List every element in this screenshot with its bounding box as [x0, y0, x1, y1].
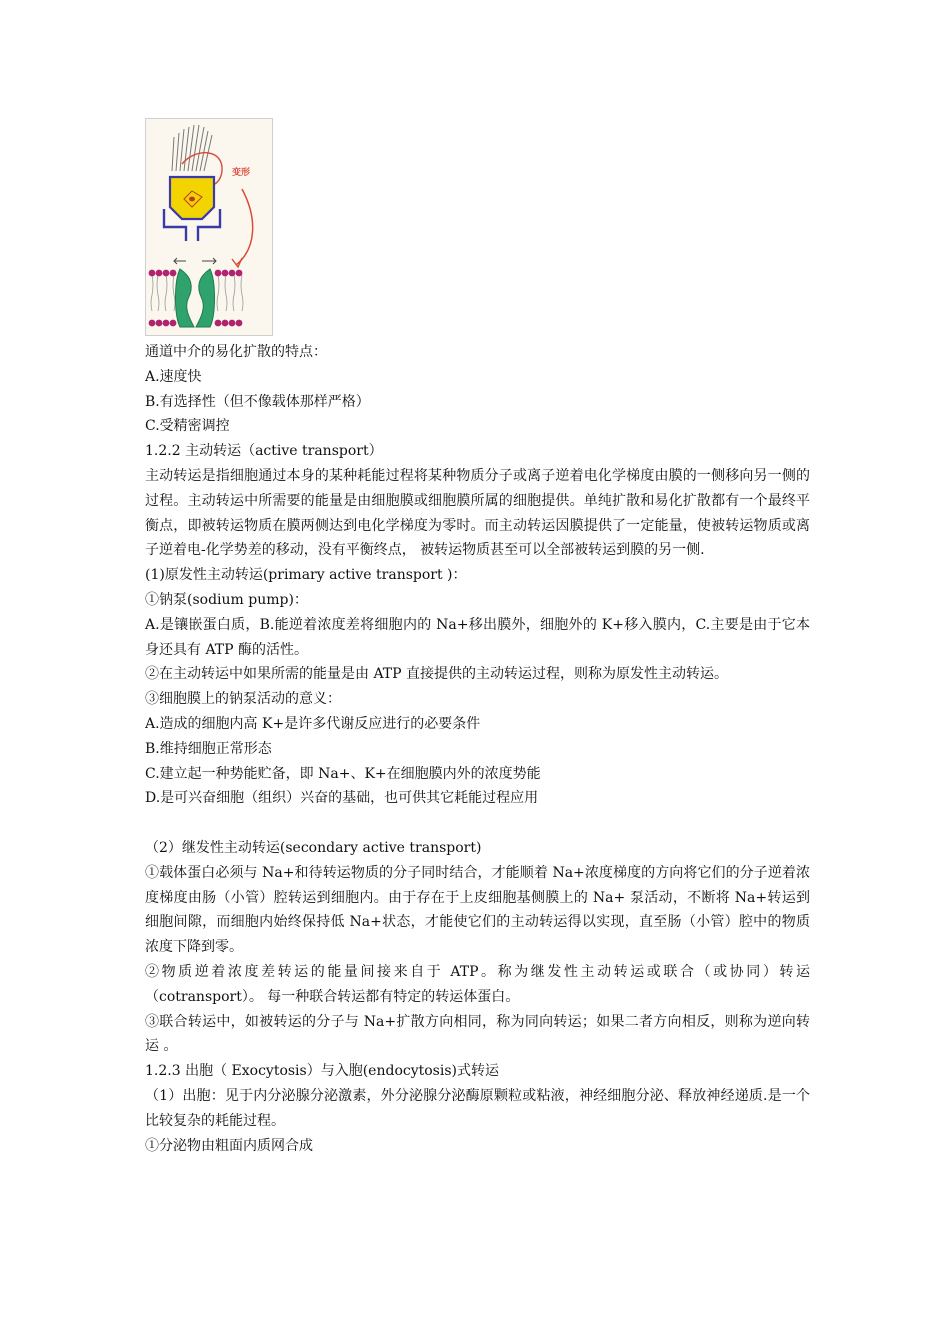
- text-line: B.有选择性（但不像载体那样严格）: [145, 393, 370, 410]
- paragraph-secondary-2: ②物质逆着浓度差转运的能量间接来自于 ATP。称为继发性主动转运或联合（或协同）转运（cotransport）。 每一种联合转运都有特定的转运体蛋白。: [145, 963, 810, 1005]
- text-line: A.造成的细胞内高 K+是许多代谢反应进行的必要条件: [145, 715, 481, 732]
- text-line: (1)原发性主动转运(primary active transport )：: [145, 567, 467, 584]
- ion-channel-diagram: [146, 119, 272, 335]
- text-line: ①钠泵(sodium pump)：: [145, 591, 308, 608]
- text-line: B.维持细胞正常形态: [145, 740, 272, 757]
- section-heading-exocytosis: 1.2.3 出胞（ Exocytosis）与入胞(endocytosis)式转运: [145, 1063, 499, 1080]
- paragraph-exocytosis: （1）出胞：见于内分泌腺分泌激素，外分泌腺分泌酶原颗粒或粘液，神经细胞分泌、释放神经递质.是一个比较复杂的耗能过程。: [145, 1087, 810, 1129]
- paragraph-primary-definition: ②在主动转运中如果所需的能量是由 ATP 直接提供的主动转运过程，则称为原发性主动转运。: [145, 666, 729, 683]
- paragraph-secondary-1: ①载体蛋白必须与 Na+和待转运物质的分子同时结合，才能顺着 Na+浓度梯度的方向将它们的分子逆着浓度梯度由肠（小管）腔转运到细胞内。由于存在于上皮细胞基侧膜上的 Na+ 泵活动，不断将 Na+转运到细胞间隙，而细胞内始终保持低 Na+状态，才能使它们的主动转运得以实现，直至肠（小管）腔中的物质浓度下降到零。: [145, 864, 810, 956]
- blank-line: [145, 811, 810, 836]
- document-page: [145, 118, 810, 1158]
- paragraph-secondary-3: ③联合转运中，如被转运的分子与 Na+扩散方向相同，称为同向转运；如果二者方向相反，则称为逆向转运 。: [145, 1013, 810, 1055]
- text-line: D.是可兴奋细胞（组织）兴奋的基础，也可供其它耗能过程应用: [145, 790, 539, 807]
- figure-label: 变形: [232, 168, 251, 178]
- text-line: ③细胞膜上的钠泵活动的意义：: [145, 691, 341, 708]
- section-heading-secondary: （2）继发性主动转运(secondary active transport): [145, 839, 482, 856]
- ion-channel-figure: [145, 118, 273, 336]
- text-line: C.受精密调控: [145, 418, 230, 435]
- text-line: C.建立起一种势能贮备，即 Na+、K+在细胞膜内外的浓度势能: [145, 765, 541, 782]
- text-line: A.速度快: [145, 368, 202, 385]
- section-heading-active-transport: 1.2.2 主动转运（active transport）: [145, 443, 383, 460]
- paragraph-active-transport: 主动转运是指细胞通过本身的某种耗能过程将某种物质分子或离子逆着电化学梯度由膜的一侧移向另一侧的过程。主动转运中所需要的能量是由细胞膜或细胞膜所属的细胞提供。单纯扩散和易化扩散都有一个最终平衡点，即被转运物质在膜两侧达到电化学梯度为零时。而主动转运因膜提供了一定能量，使被转运物质或离子逆着电-化学势差的移动，没有平衡终点， 被转运物质甚至可以全部被转运到膜的另一侧.: [145, 467, 810, 559]
- paragraph-sodium-pump: A.是镶嵌蛋白质，B.能逆着浓度差将细胞内的 Na+移出膜外，细胞外的 K+移入膜内，C.主要是由于它本身还具有 ATP 酶的活性。: [145, 616, 810, 658]
- text-line: ①分泌物由粗面内质网合成: [145, 1137, 313, 1154]
- text-line: 通道中介的易化扩散的特点：: [145, 344, 327, 360]
